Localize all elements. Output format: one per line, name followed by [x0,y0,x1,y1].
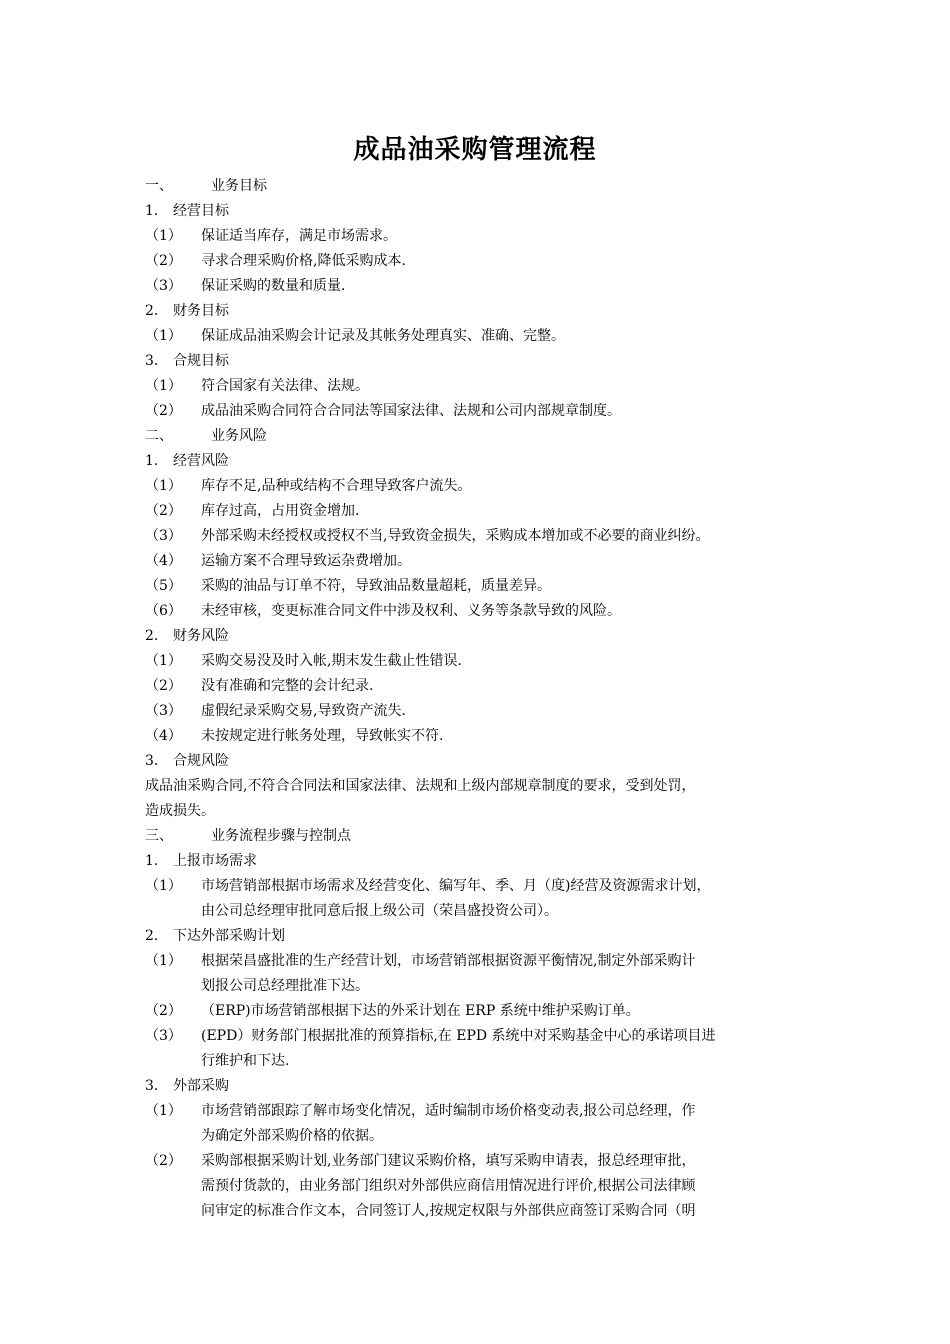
list-item: （2） （ERP)市场营销部根据下达的外采计划在 ERP 系统中维护采购订单。 [145,1003,640,1019]
list-item: （1） 根据荣昌盛批准的生产经营计划，市场营销部根据资源平衡情况,制定外部采购计 [145,953,696,969]
list-item: （2） 寻求合理采购价格,降低采购成本. [145,253,406,269]
list-item-continuation: 行维护和下达. [201,1053,290,1069]
list-item: （1） 市场营销部跟踪了解市场变化情况，适时编制市场价格变动表,报公司总经理，作 [145,1103,696,1119]
subsection-heading: 1． 上报市场需求 [145,853,257,869]
list-item: （3） 虚假纪录采购交易,导致资产流失. [145,703,406,719]
section-heading: 一、 业务目标 [145,178,267,194]
list-item: （6） 未经审核，变更标准合同文件中涉及权利、义务等条款导致的风险。 [145,603,621,619]
subsection-heading: 1． 经营目标 [145,203,229,219]
paragraph-line: 造成损失。 [145,803,215,819]
list-item: （3） 保证采购的数量和质量. [145,278,346,294]
list-item: （2） 采购部根据采购计划,业务部门建议采购价格，填写采购申请表，报总经理审批， [145,1153,696,1169]
list-item-continuation: 问审定的标准合作文本，合同签订人,按规定权限与外部供应商签订采购合同（明 [201,1203,696,1219]
subsection-heading: 2． 财务目标 [145,303,229,319]
list-item: （4） 未按规定进行帐务处理，导致帐实不符. [145,728,444,744]
list-item: （5） 采购的油品与订单不符，导致油品数量超耗，质量差异。 [145,578,551,594]
list-item: （1） 市场营销部根据市场需求及经营变化、编写年、季、月（度)经营及资源需求计划， [145,878,711,894]
list-item: （1） 库存不足,品种或结构不合理导致客户流失。 [145,478,472,494]
list-item: （2） 没有准确和完整的会计纪录. [145,678,374,694]
list-item: （1） 保证成品油采购会计记录及其帐务处理真实、准确、完整。 [145,328,565,344]
list-item: （3） (EPD）财务部门根据批准的预算指标,在 EPD 系统中对采购基金中心的承诺项目进 [145,1028,716,1044]
subsection-heading: 3． 合规目标 [145,353,229,369]
list-item: （4） 运输方案不合理导致运杂费增加。 [145,553,411,569]
subsection-heading: 3． 外部采购 [145,1078,229,1094]
list-item: （2） 库存过高，占用资金增加. [145,503,360,519]
section-heading: 三、 业务流程步骤与控制点 [145,828,351,844]
list-item-continuation: 由公司总经理审批同意后报上级公司（荣昌盛投资公司）。 [201,903,558,919]
subsection-heading: 1． 经营风险 [145,453,229,469]
document-body [145,174,825,1224]
subsection-heading: 3． 合规风险 [145,753,229,769]
list-item-continuation: 需预付货款的，由业务部门组织对外部供应商信用情况进行评价,根据公司法律顾 [201,1178,696,1194]
paragraph-line: 成品油采购合同,不符合合同法和国家法律、法规和上级内部规章制度的要求，受到处罚， [145,778,696,794]
list-item: （1） 符合国家有关法律、法规。 [145,378,369,394]
section-heading: 二、 业务风险 [145,428,267,444]
list-item: （1） 保证适当库存，满足市场需求。 [145,228,397,244]
subsection-heading: 2． 下达外部采购计划 [145,928,285,944]
list-item: （3） 外部采购未经授权或授权不当,导致资金损失，采购成本增加或不必要的商业纠纷。 [145,528,710,544]
list-item: （2） 成品油采购合同符合合同法等国家法律、法规和公司内部规章制度。 [145,403,621,419]
subsection-heading: 2． 财务风险 [145,628,229,644]
list-item: （1） 采购交易没及时入帐,期末发生截止性错误. [145,653,462,669]
list-item-continuation: 划报公司总经理批准下达。 [201,978,369,994]
document-title: 成品油采购管理流程 [353,135,597,165]
list-item-continuation: 为确定外部采购价格的依据。 [201,1128,383,1144]
